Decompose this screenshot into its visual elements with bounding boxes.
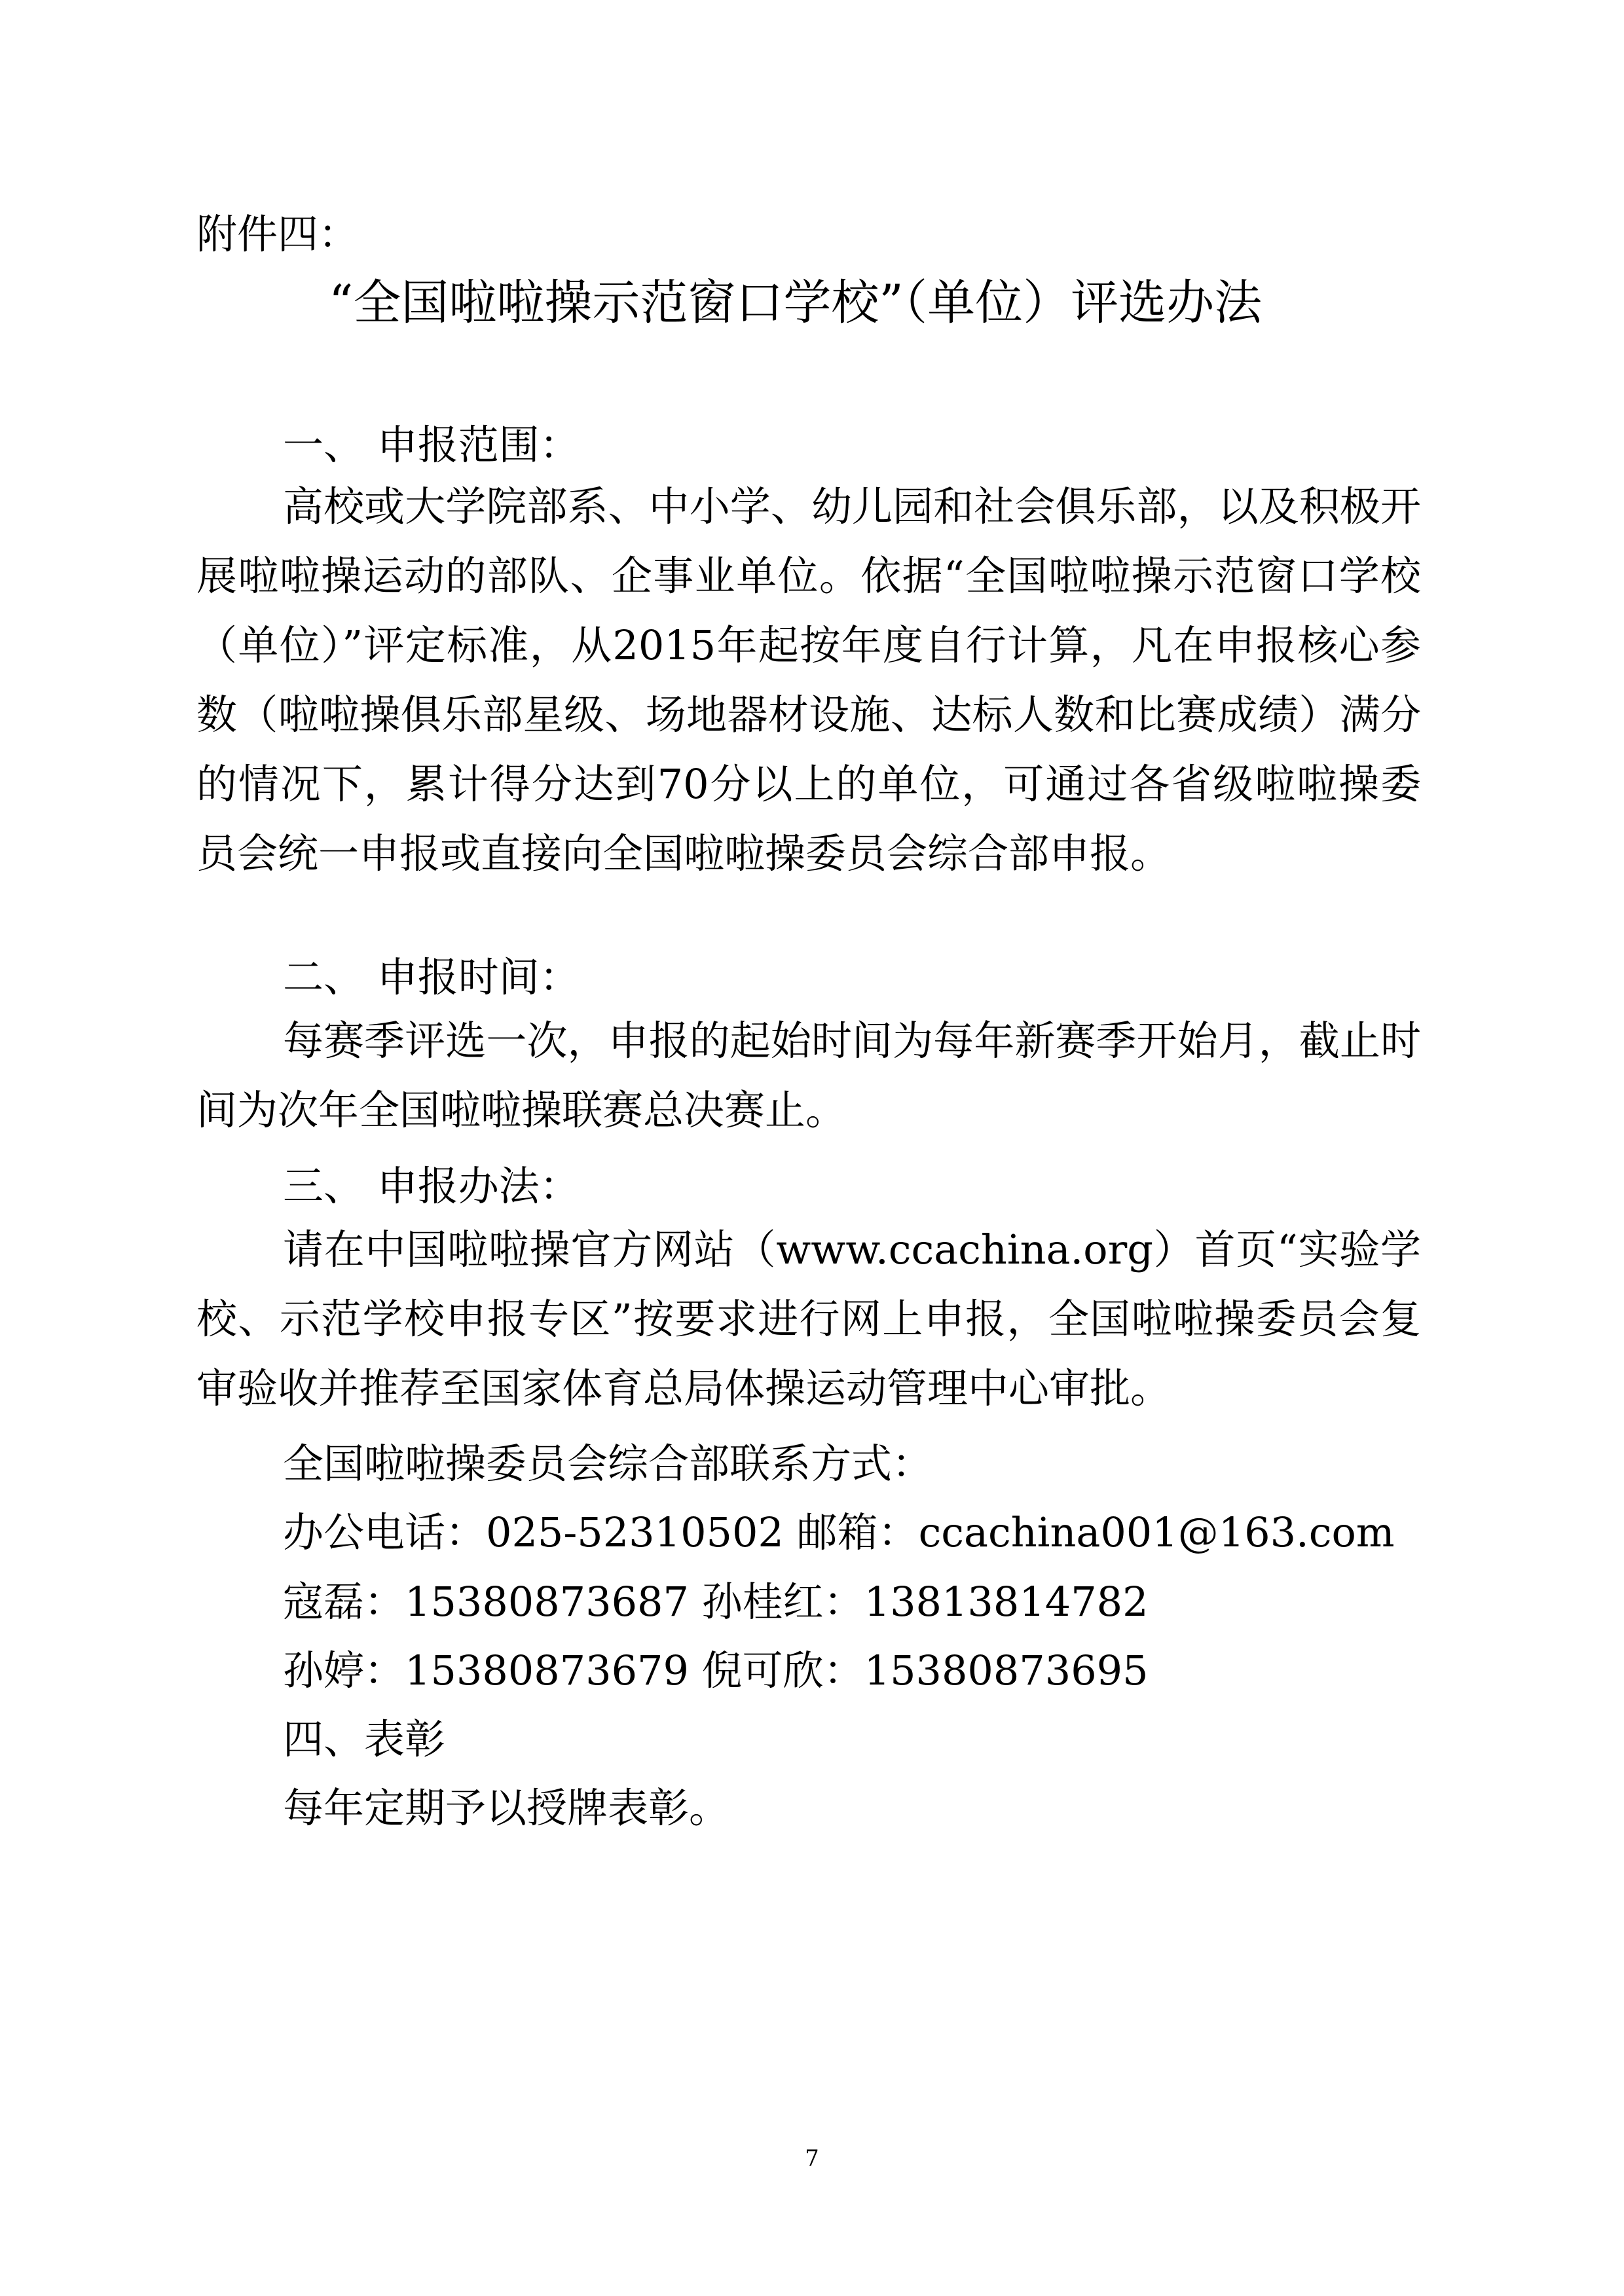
contact-people-line-1: 寇磊：15380873687 孙桂红：13813814782: [283, 1578, 1149, 1626]
section-1-paragraph: 高校或大学院部系、中小学、幼儿园和社会俱乐部，以及积极开展啦啦操运动的部队、企事业单位。依据“全国啦啦操示范窗口学校（单位）”评定标准，从2015年起按年度自行计算，凡在申报核心参数（啦啦操俱乐部星级、场地器材设施、达标人数和比赛成绩）满分的情况下，累计得分达到70分以上的单位，可通过各省级啦啦操委员会统一申报或直接向全国啦啦操委员会综合部申报。: [196, 483, 1421, 877]
page-number: 7: [805, 2145, 819, 2172]
section-2-heading: 二、 申报时间：: [283, 953, 580, 1001]
section-4-heading: 四、表彰: [283, 1715, 446, 1763]
section-3-heading: 三、 申报办法：: [283, 1162, 580, 1210]
section-1-heading: 一、 申报范围：: [283, 421, 580, 469]
section-2-paragraph: 每赛季评选一次，申报的起始时间为每年新赛季开始月，截止时间为次年全国啦啦操联赛总决赛止。: [196, 1017, 1421, 1134]
section-3-paragraph: 请在中国啦啦操官方网站（www.ccachina.org）首页“实验学校、示范学校申报专区”按要求进行网上申报，全国啦啦操委员会复审验收并推荐至国家体育总局体操运动管理中心审批。: [196, 1226, 1421, 1412]
contact-title: 全国啦啦操委员会综合部联系方式：: [283, 1440, 933, 1487]
contact-office-line: 办公电话：025-52310502 邮箱：ccachina001@163.com: [283, 1508, 1395, 1556]
contact-people-line-2: 孙婷：15380873679 倪可欣：15380873695: [283, 1647, 1149, 1694]
attachment-label: 附件四：: [196, 210, 360, 258]
document-title: “全国啦啦操示范窗口学校”（单位）评选办法: [329, 275, 1263, 331]
section-4-paragraph: 每年定期予以授牌表彰。: [283, 1784, 730, 1832]
